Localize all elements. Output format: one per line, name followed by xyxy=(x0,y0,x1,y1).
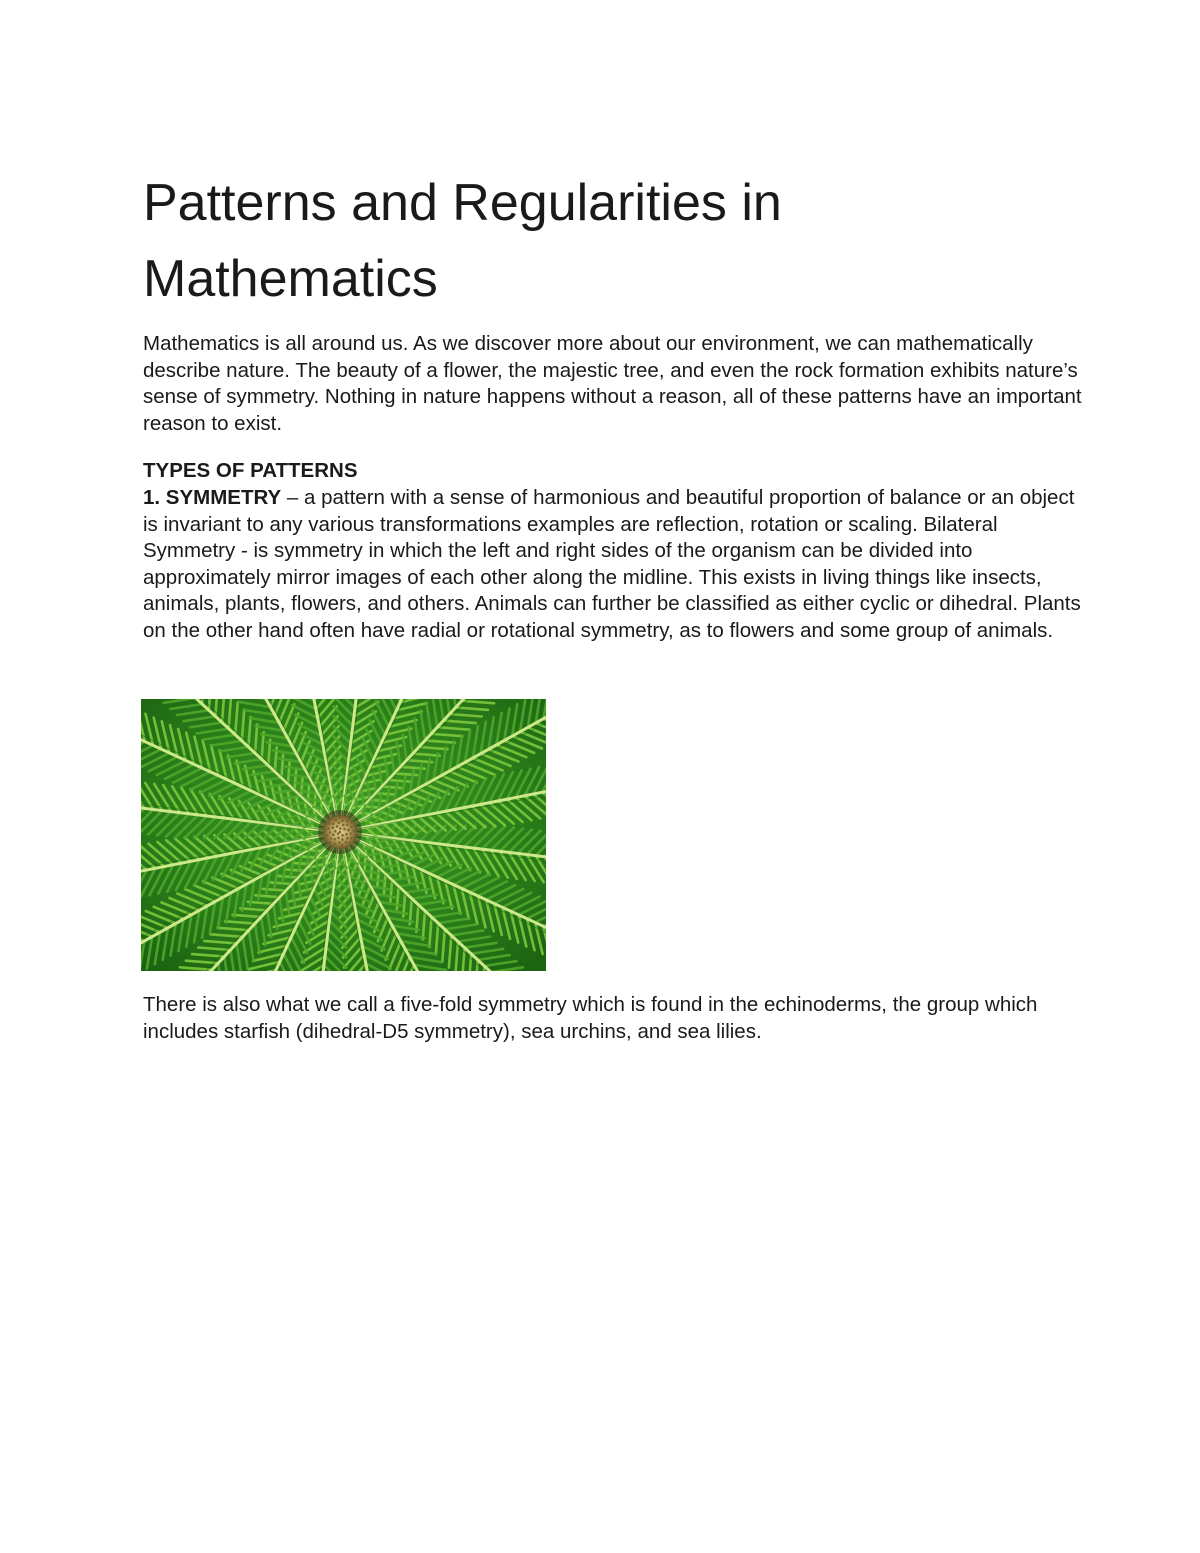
cone-scale xyxy=(334,819,337,822)
cone-scale xyxy=(324,829,327,832)
cone-scale xyxy=(332,823,335,826)
cone-scale xyxy=(327,827,330,830)
five-fold-paragraph: There is also what we call a five-fold symmetry which is found in the echinoderms, the group which includes starfish (dihedral-D5 symmetry), sea urchins, and sea lilies. xyxy=(143,993,1038,1043)
cone-scale xyxy=(337,832,340,835)
cone-scale xyxy=(350,837,353,840)
cone-scale xyxy=(342,824,345,827)
cone-scale xyxy=(332,833,335,836)
cone-scale xyxy=(339,816,342,819)
cone-scale xyxy=(329,841,332,844)
cone-scale xyxy=(346,824,349,827)
page-title: Patterns and Regularities in Mathematics xyxy=(143,174,782,308)
cone-scale xyxy=(341,838,344,841)
cone-scale xyxy=(346,820,349,823)
intro-paragraph: Mathematics is all around us. As we discover more about our environment, we can mathematically describe nature. The beauty of a flower, the majestic tree, and even the rock formation exhibits nature’s sense of symmetry. Nothing in nature happens without a reason, all of these patterns have an important reason to exist. xyxy=(143,332,1082,435)
cone-scale xyxy=(353,830,356,833)
cone-scale xyxy=(341,844,344,847)
cone-scale xyxy=(343,828,346,831)
cone-scale xyxy=(329,831,332,834)
cone-scale xyxy=(334,842,337,845)
cone-scale xyxy=(334,838,337,841)
cone-scale xyxy=(332,827,335,830)
cone-scale xyxy=(346,837,349,840)
cone-scale xyxy=(330,837,333,840)
cone-scale xyxy=(350,826,353,829)
cone-scale xyxy=(338,822,341,825)
cone-scale xyxy=(349,842,352,845)
cone-scale xyxy=(337,836,340,839)
cone-scale xyxy=(334,830,337,833)
cone-scale xyxy=(328,822,331,825)
cone-scale xyxy=(341,820,344,823)
cone-scale xyxy=(345,833,348,836)
cycad-image xyxy=(141,699,546,971)
cone-scale xyxy=(350,832,353,835)
cone-scale xyxy=(326,834,329,837)
cone-scale xyxy=(338,841,341,844)
symmetry-label: 1. SYMMETRY xyxy=(143,486,282,509)
cone-scale xyxy=(341,834,344,837)
symmetry-text: – a pattern with a sense of harmonious and beautiful proportion of balance or an object is invariant to any various transformations examples are reflection, rotation or scaling. Bilateral Symmetry - is symmetry in which the left and right sides of the organism can be divided into approximately mirror images of each other along the midline. This exists in living things like insects, animals, plants, flowers, and others. Animals can further be classified as either cyclic or dihedral. Plants on the other hand often have radial or rotational symmetry, as to flowers and some group of animals. xyxy=(143,486,1081,642)
section-heading: TYPES OF PATTERNS xyxy=(143,459,358,482)
cone-scale xyxy=(351,822,354,825)
cone-scale xyxy=(339,827,342,830)
cone-scale xyxy=(336,825,339,828)
cone-scale xyxy=(345,841,348,844)
cone-scale xyxy=(347,829,350,832)
cycad-photo xyxy=(141,699,546,971)
symmetry-paragraph xyxy=(143,485,1083,644)
